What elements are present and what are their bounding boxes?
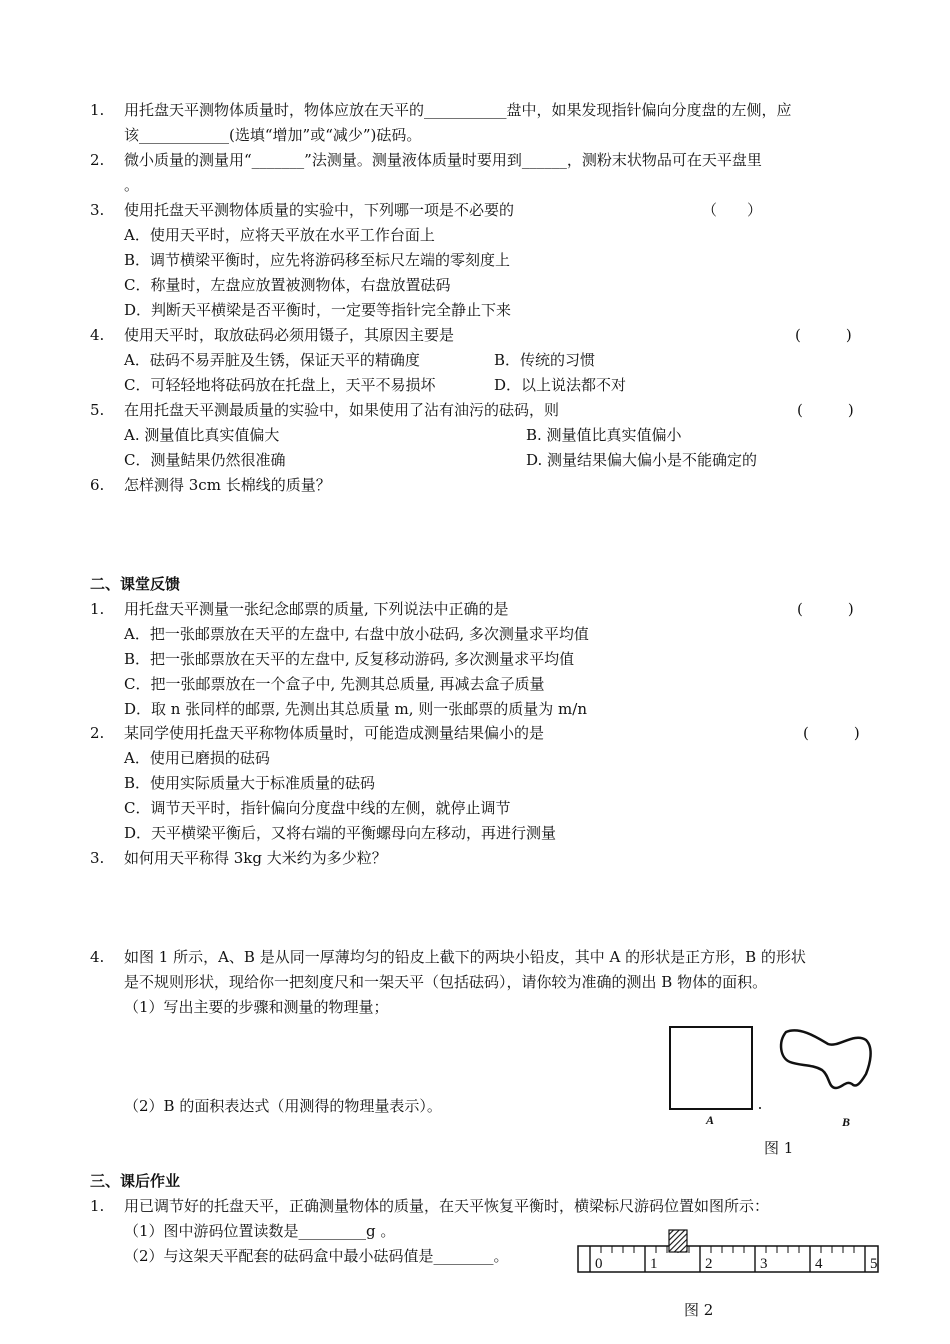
figure-2-scale xyxy=(575,1226,881,1278)
question-stem: 用托盘天平测量一张纪念邮票的质量, 下列说法中正确的是 xyxy=(124,600,509,618)
option-c: C．测量鲒果仍然很准确 xyxy=(124,451,286,469)
option-d: D．取 n 张同样的邮票, 先测出其总质量 m, 则一张邮票的质量为 m/n xyxy=(124,700,587,718)
option-a: A．使用天平时，应将天平放在水平工作台面上 xyxy=(124,226,435,244)
answer-paren: （ ） xyxy=(702,201,763,219)
figure-1 xyxy=(660,1018,880,1158)
figure-1-caption: 图 1 xyxy=(764,1139,794,1157)
tick-label: 5 xyxy=(870,1256,878,1272)
option-b: B. 测量值比真实值偏小 xyxy=(526,426,682,444)
answer-paren: ( ) xyxy=(797,401,854,419)
option-a: A．使用已磨损的砝码 xyxy=(124,749,270,767)
question-number: 1. xyxy=(90,101,105,119)
sub-question-1: （1）写出主要的步骤和测量的物理量； xyxy=(124,998,389,1016)
question-number: 4. xyxy=(90,948,105,966)
rider-weight xyxy=(669,1230,687,1252)
question-text: 该____________(选填“增加”或“减少”)砝码。 xyxy=(124,126,422,144)
option-d: D. 测量结果偏大偏小是不能确定的 xyxy=(526,451,758,469)
option-c: C．把一张邮票放在一个盒子中, 先测其总质量, 再减去盒子质量 xyxy=(124,675,545,693)
square-a xyxy=(670,1027,752,1109)
speck xyxy=(759,1107,761,1109)
question-text: 微小质量的测量用“_______”法测量。测量液体质量时要用到______，测粉末状物品可在天平盘里 xyxy=(124,151,762,169)
question-text: 。 xyxy=(124,176,140,194)
section-heading: 二、课堂反馈 xyxy=(90,575,181,593)
question-number: 1. xyxy=(90,1197,105,1215)
irregular-shape-b xyxy=(781,1030,871,1088)
question-number: 3. xyxy=(90,201,105,219)
option-a: A．砝码不易弄脏及生锈，保证天平的精确度 xyxy=(124,351,420,369)
sub-question-1: （1）图中游码位置读数是_________g 。 xyxy=(124,1222,396,1240)
question-number: 2. xyxy=(90,151,105,169)
section-heading: 三、课后作业 xyxy=(90,1172,181,1190)
question-number: 6. xyxy=(90,476,105,494)
option-c: C．可轻轻地将砝码放在托盘上，天平不易损坏 xyxy=(124,376,436,394)
question-number: 1. xyxy=(90,600,105,618)
question-number: 2. xyxy=(90,724,105,742)
question-stem: 如何用天平称得 3kg 大米约为多少粒？ xyxy=(124,849,387,867)
sub-question-2: （2）与这架天平配套的砝码盒中最小砝码值是________。 xyxy=(124,1247,509,1265)
question-stem: 某同学使用托盘天平称物体质量时，可能造成测量结果偏小的是 xyxy=(124,724,545,742)
answer-paren: ( ) xyxy=(795,326,852,344)
option-d: D．判断天平横梁是否平衡时，一定要等指针完全静止下来 xyxy=(124,301,512,319)
option-d: D．以上说法都不对 xyxy=(494,376,627,394)
tick-label: 0 xyxy=(595,1256,603,1272)
question-text: 用托盘天平测物体质量时，物体应放在天平的___________盘中，如果发现指针偏向分度盘的左侧，应 xyxy=(124,101,792,119)
question-stem: 用已调节好的托盘天平，正确测量物体的质量，在天平恢复平衡时，横梁标尺游码位置如图所示： xyxy=(124,1197,770,1215)
option-d: D．天平横梁平衡后，又将右端的平衡螺母向左移动，再进行测量 xyxy=(124,824,557,842)
option-c: C．称量时，左盘应放置被测物体，右盘放置砝码 xyxy=(124,276,451,294)
option-c: C．调节天平时，指针偏向分度盘中线的左侧，就停止调节 xyxy=(124,799,511,817)
question-stem: 在用托盘天平测最质量的实验中，如果使用了沾有油污的砝码，则 xyxy=(124,401,560,419)
option-b: B．调节横梁平衡时，应先将游码移至标尺左端的零刻度上 xyxy=(124,251,511,269)
tick-label: 4 xyxy=(815,1256,823,1272)
option-a: A. 测量值比真实值偏大 xyxy=(124,426,280,444)
option-b: B．把一张邮票放在天平的左盘中, 反复移动游码, 多次测量求平均值 xyxy=(124,650,575,668)
label-b: B xyxy=(842,1115,851,1129)
question-text: 是不规则形状，现给你一把刻度尺和一架天平（包括砝码），请你较为准确的测出 B 物体的面积。 xyxy=(124,973,768,991)
question-number: 3. xyxy=(90,849,105,867)
sub-question-2: （2）B 的面积表达式（用测得的物理量表示）。 xyxy=(124,1097,442,1115)
figure-2-caption: 图 2 xyxy=(684,1301,714,1319)
option-b: B．传统的习惯 xyxy=(494,351,596,369)
question-stem: 怎样测得 3cm 长棉线的质量？ xyxy=(124,476,331,494)
tick-label: 2 xyxy=(705,1256,713,1272)
label-a: A xyxy=(706,1113,715,1127)
question-number: 4. xyxy=(90,326,105,344)
question-stem: 使用托盘天平测物体质量的实验中，下列哪一项是不必要的 xyxy=(124,201,515,219)
option-b: B．使用实际质量大于标准质量的砝码 xyxy=(124,774,376,792)
question-text: 如图 1 所示，A、B 是从同一厚薄均匀的铅皮上截下的两块小铅皮，其中 A 的形状是正方形，B 的形状 xyxy=(124,948,806,966)
question-stem: 使用天平时，取放砝码必须用镊子，其原因主要是 xyxy=(124,326,455,344)
tick-label: 1 xyxy=(650,1256,658,1272)
option-a: A．把一张邮票放在天平的左盘中, 右盘中放小砝码, 多次测量求平均值 xyxy=(124,625,589,643)
tick-label: 3 xyxy=(760,1256,768,1272)
answer-paren: ( ) xyxy=(797,600,854,618)
question-number: 5. xyxy=(90,401,105,419)
answer-paren: ( ) xyxy=(803,724,860,742)
